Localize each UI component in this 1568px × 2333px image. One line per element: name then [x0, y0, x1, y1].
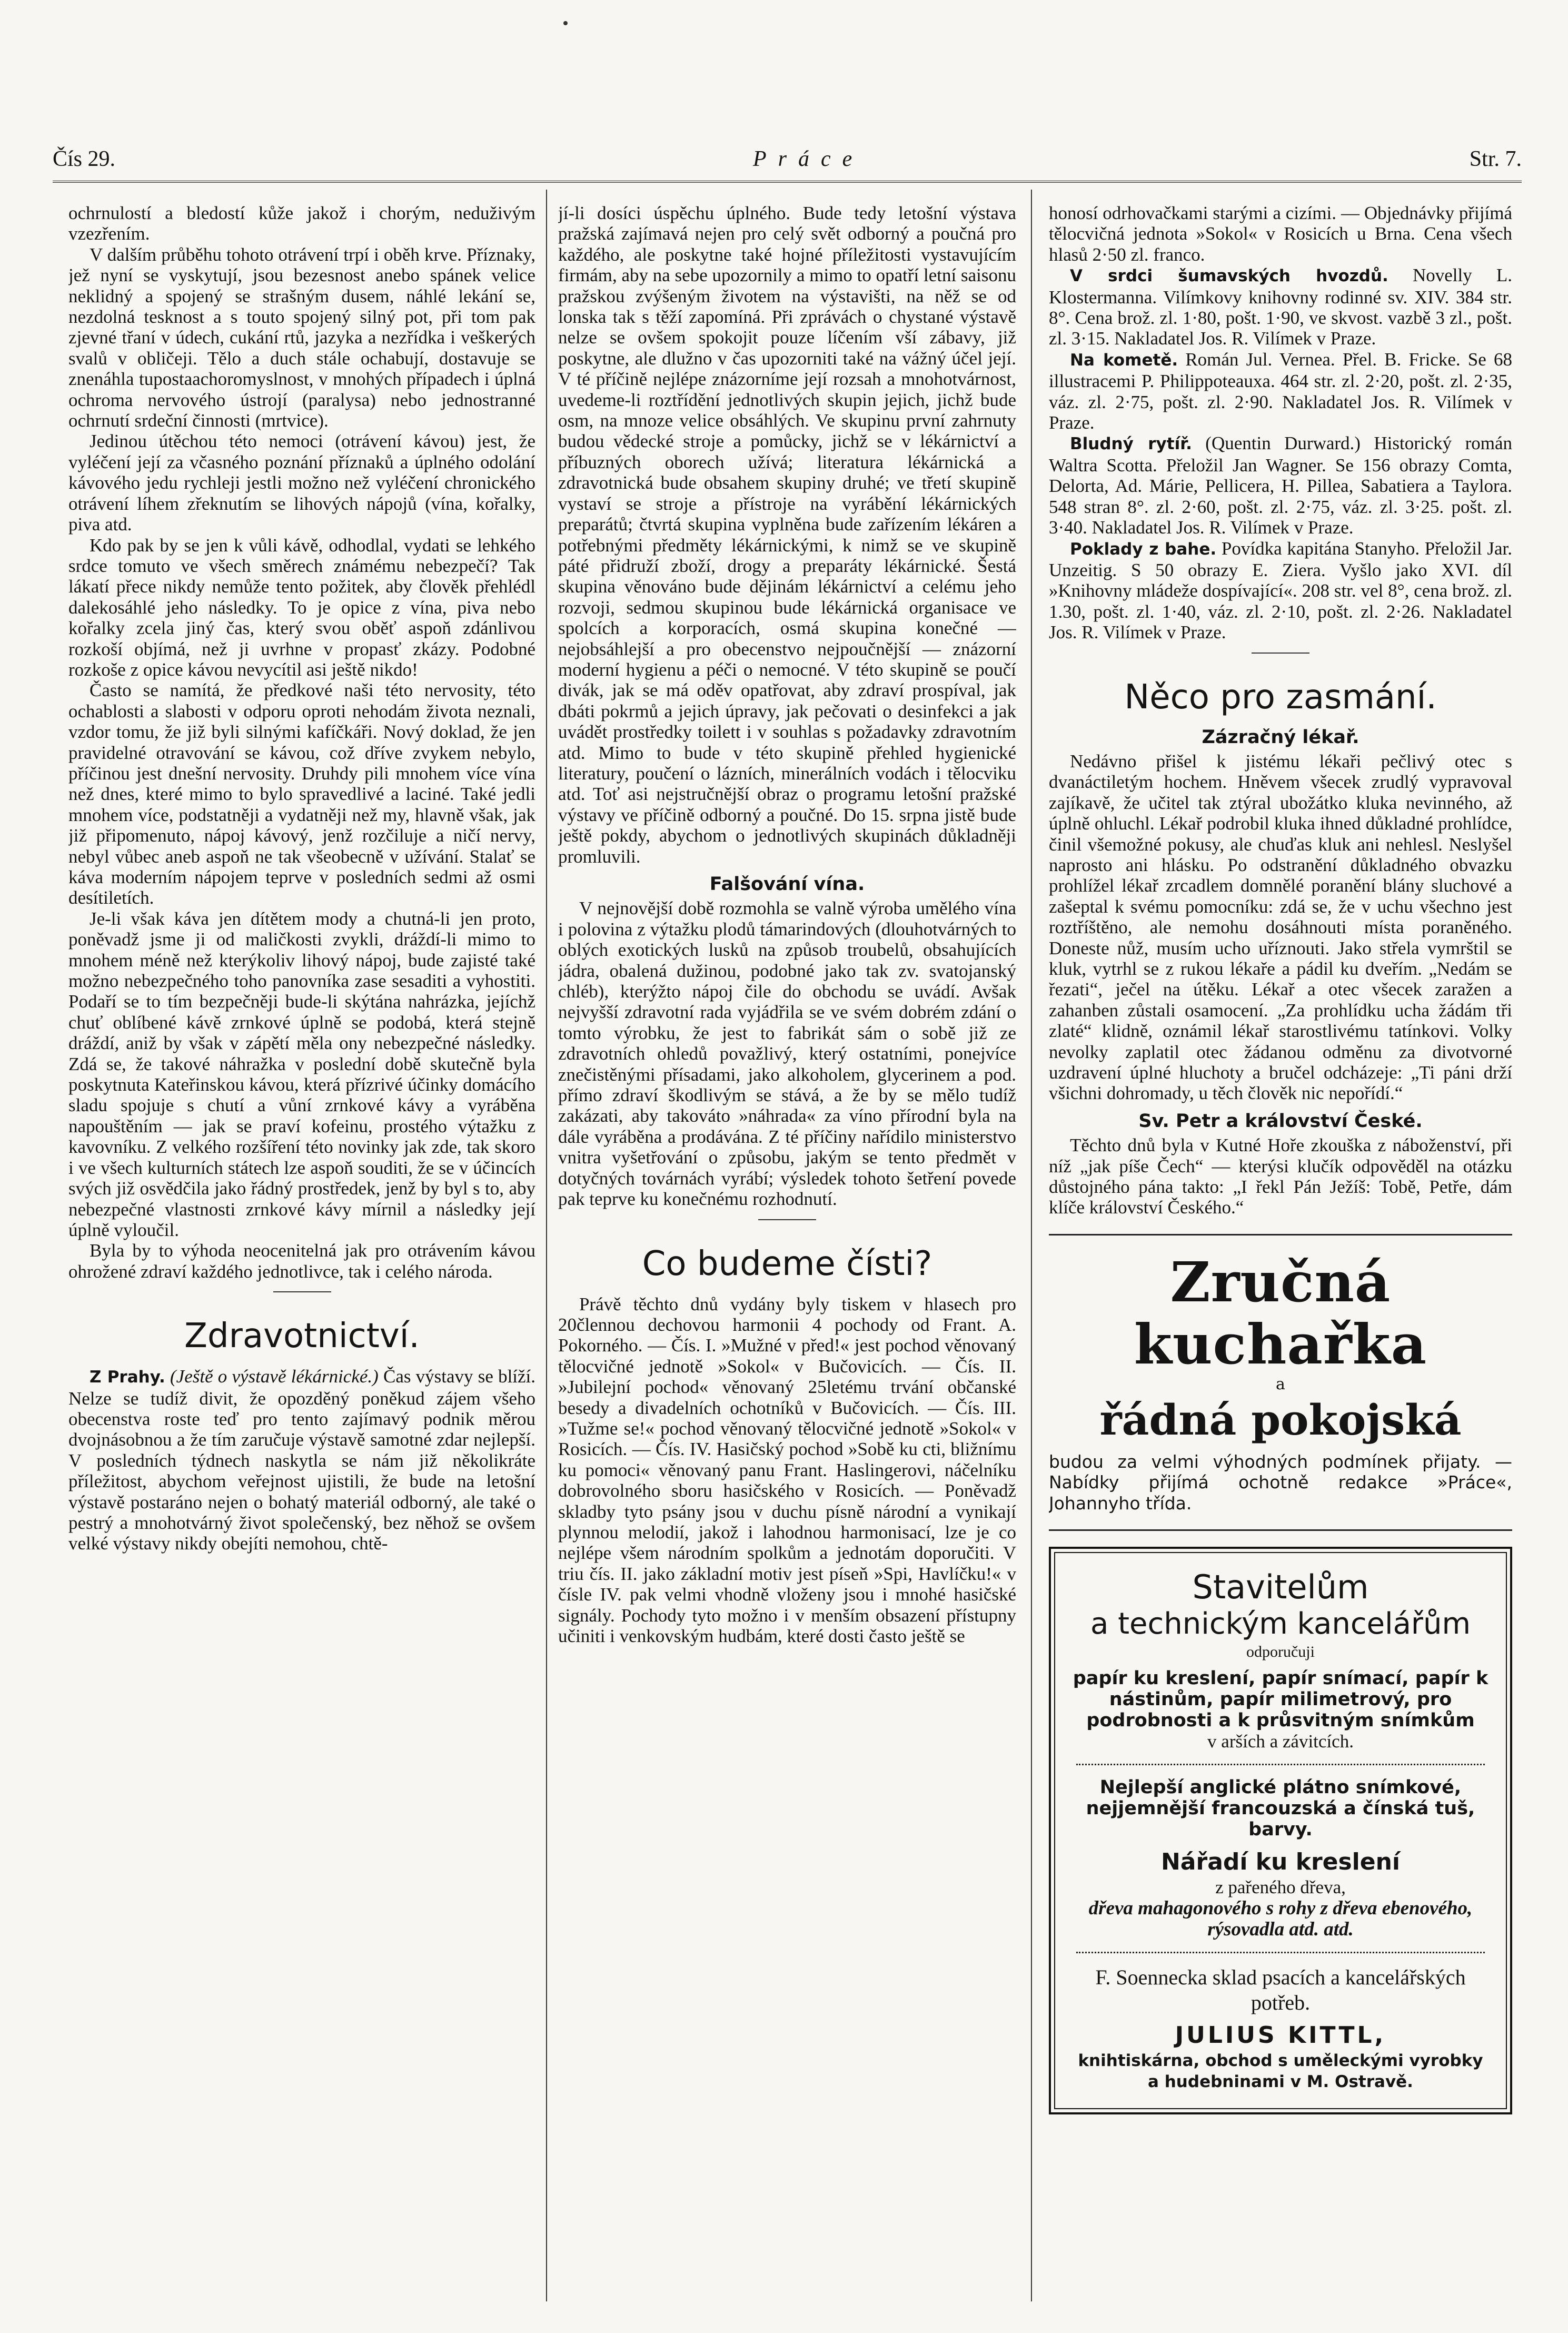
separator [1252, 653, 1309, 654]
column-divider [1031, 190, 1032, 2301]
ad-line: v arších a závitcích. [1207, 1731, 1354, 1752]
paragraph: Byla by to výhoda neocenitelná jak pro otrávením kávou ohrožené zdraví každého jednotlivce, tak i celého národa. [68, 1240, 535, 1282]
ad-headline: Stavitelům [1192, 1568, 1369, 1607]
book-notice [1049, 538, 1512, 643]
ad-headline: Zručná kuchařka [1134, 1249, 1427, 1377]
ad-headline: Nářadí ku kreslení [1160, 1848, 1401, 1876]
advertisement-box [1049, 1547, 1512, 2114]
paragraph: Je-li však káva jen dítětem mody a chutná-li jen proto, poněvadž jsme ji od maličkosti zvykli, dráždí-li mimo to mnohem méně než kterýkoliv lihový nápoj, bude zajisté také možno nebezpečného toho panovníka zase sesaditi a vyhostiti. Podaří se to tím bezpečněji bude-li skýtána nahrázka, jejíchž chuť oblíbené kávě zrnkové úplně se podobá, která stejně dráždí, aniž by však v zápětí měla ony nebezpečné následky. Zdá se, že takové náhražka v poslední době skutečně byla poskytnuta Kateřinskou kávou, která přízrivé účinky domácího sladu spojuje s chutí a vůní zrnkové kávy a vyráběna napouštěním — jak se praví kofeinu, prostého výtažku z kavovníku. Z velkého rozšíření této novinky jak zde, tak skoro i ve všech kulturních státech lze aspoň souditi, že se v účincích svých již osvědčila jako řádný prostředek, jenž by byl s to, aby nebezpečné vlastnosti zrnkové kávy mírnil a následky její úplně vyloučil. [68, 908, 535, 1240]
sub-title: Zázračný lékař. [1202, 726, 1359, 748]
book-notice [1049, 433, 1512, 538]
paragraph: honosí odrhovačkami starými a cizími. — Objednávky přijímá tělocvičná jednota »Sokol« v Rosicích u Brna. Cena všech hlasů 2·50 zl. franco. [1049, 203, 1512, 265]
ad-headline: a technickým kancelářům [1090, 1607, 1471, 1642]
separator [758, 1219, 816, 1220]
paragraph: Jedinou útěchou této nemoci (otrávení kávou) jest, že vyléčení její za včasného poznání příznaků a úplného odolání kávového jedu rychleji jestli možno než vyléčení chronického otrávení líhem zřeknutím se lihových nápojů (vína, kořalky, piva atd. [68, 431, 535, 535]
ad-headline: řádná pokojská [1099, 1395, 1462, 1445]
page-header [53, 146, 1522, 178]
paragraph: jí-li dosíci úspěchu úplného. Bude tedy letošní výstava pražská zajímavá nejen pro celý svět odborný a poučná pro každého, ale poskytne také hojné příležitosti vystavujícím firmám, aby na sebe upozornily a mimo to opatří letní saisonu pražskou zvýšeným životem na výstavišti, na něž se od lonska tak s těží zapomíná. Při zprávách o chystané výstavě nelze se ovšem spokojit pouze líčením vší zábavy, již poskytne, ale dlužno v čas upozorniti také na vážný účel její. V té příčině nejlépe znázorníme její rozsah a mnohotvárnost, uvedeme-li roztřídění jednotlivých skupin jejich, jichž bude osm, na mnoze velice obsáhlých. Ve skupinu první zahrnuty budou vědecké stroje a pomůcky, jichž se v lékárnictví a příbuzných oborech užívá; literatura lékárnická a zdravotnická bude obsahem skupiny druhé; ve třetí skupině vystaví se stroje a přístroje na vyrábění lékárnických preparátů; čtvrtá skupina vyplněna bude zařízením lékáren a potřebnými předměty lékárnickými, k nimž se ve skupině páté přidruží zboží, drogy a preparáty lékárnické. Šestá skupina věnováno bude dějinám lékárnictví a celému jeho rozvoji, sedmou skupinou bude lékárnická organisace ve spolcích a korporacích, osmá skupina konečné — nejobsáhlejší a pro obecenstvo nejpoučnější — znázorní moderní hygienu a péči o nemocné. V této skupině se poučí divák, jak se má oděv opatřovat, aby zdraví prospíval, jak dbáti pokrmů a jejich úpravy, jak pečovati o desinfekci a jak uvádět prostředky toilett i v souhlas s požadavky zdravotním atd. Mimo to bude v této skupině přehled hygienické literatury, poučení o lázních, minerálních vodách i tělocviku atd. Toť asi nejstručnější obraz o programu letošní pražské výstavy ve příčině odborný a poučné. Do 15. srpna jistě bude ještě pokdy, abychom o jednotlivých skupinách důkladněji promluvili. [558, 203, 1016, 867]
section-title: Co budeme čísti? [642, 1244, 932, 1283]
book-title: V srdci šumavských hvozdů. [1070, 266, 1388, 286]
separator [273, 1291, 331, 1292]
book-title: Poklady z bahe. [1070, 539, 1217, 559]
paragraph [68, 1366, 535, 1554]
classified-ad [1049, 1251, 1512, 1446]
dotted-separator [1076, 1952, 1485, 1953]
book-text: Román Jul. Vernea. Přel. B. Fricke. Se 68 illustracemi P. Philippoteauxa. 464 str. zl. 2·20, pošt. zl. 2·35, váz. zl. 2·75, pošt. zl. 2·90. Nakladatel Jos. R. Vilímek v Praze. [1049, 349, 1512, 433]
ad-line: Nejlepší anglické plátno snímkové, nejjemnější francouzská a čínská tuš, barvy. [1086, 1777, 1475, 1841]
paragraph: Často se namítá, že předkové naši této nervosity, této ochablosti a slabosti v odporu oproti nehodám života neznali, vzdor tomu, že již byli silnými kafíčkáři. Nový doklad, že jen pravidelné otravování se kávou, což dříve zvykem nebylo, příčinou jest dnešní nervosity. Druhdy pili mnohem více vína než dnes, které mimo to bylo spravedlivé a laciné. Také jedli mnohem více, podstatněji a vydatněji než my, hlavně však, jak již připomenuto, nápoj kávový, jenž rozčiluje a ničí nervy, nebyl vůbec aneb aspoň ne tak všeobecně v užívání. Stalať se káva moderním nápojem teprve v posledních sedmi až osmi desítiletích. [68, 680, 535, 908]
column-2 [558, 203, 1016, 2301]
dateline: Z Prahy. [90, 1368, 165, 1387]
ad-line: z pařeného dřeva, [1215, 1877, 1346, 1898]
sub-title: Sv. Petr a království České. [1138, 1110, 1423, 1132]
ad-line: dřeva mahagonového s rohy z dřeva ebenového, rýsovadla atd. atd. [1088, 1897, 1473, 1941]
ad-conjunction: a [1276, 1375, 1285, 1393]
paragraph: Těchto dnů byla v Kutné Hoře zkouška z náboženství, při níž „jak píše Čech“ — kterýsi klučík odpověděl na otázku důstojného pána takto: „I řekl Pán Ježíš: Tobě, Petře, dám klíče království Českého.“ [1049, 1135, 1512, 1218]
sub-title: Falšování vína. [709, 874, 865, 895]
book-notice [1049, 265, 1512, 349]
paragraph: V nejnovější době rozmohla se valně výroba umělého vína i polovina z výtažku plodů támarindových (dlouhotvárných to oblých exotických lusků na způsob troubelů, obsahujících jádra, obalená dužinou, podobné jako tak zv. svatojanský chléb), kterýžto nápoj čile do obchodu se uvádí. Avšak nejvyšší zdravotní rada vyjádřila se ve svém dobrém zdání o tomto výrobku, že jest to fabrikát sám o sobě již ze zdravotních ohledů považlivý, který ostatními, ponejvíce znečistěnými přísadami, jako alkoholem, glycerinem a pod. přímo zdraví škodlivým se stává, a že by se mělo tudíž zakázati, aby takováto »náhrada« za víno přírodní byla na dále vyráběna a prodávána. Z té příčiny nařídilo ministerstvo vnitra vyšetřování o způsobu, jakým se tento předmět v dotyčných továrnách vyrábí; výsledek tohoto šetření povede pak teprve ku konečnému rozhodnutí. [558, 898, 1016, 1210]
paragraph: Nedávno přišel k jistému lékaři pečlivý otec s dvanáctiletým hochem. Hněvem všecek zrudlý vypravoval zajíkavě, že učitel tak ztýral ubožátko kluka nevinného, až úplně ohluchl. Lékař podrobil kluka ihned důkladné prohlídce, činil všemožné pokusy, ale chuďas kluk ani nehlesl. Neslyšel naprosto ani hlásku. Po odstranění důkladného obvazku prohlížel lékař zrcadlem domnělé poranění blány sluchové a zašeptal k svému pomocníku: zdá se, že v uchu všechno jest roztříštěno, ale nemohu dosáhnouti místa poraněného. Doneste nůž, musím ucho uříznouti. Jako střela vymrštil se kluk, vytrhl se z rukou lékaře a pádil ku dveřím. „Nedám se řezati“, ječel na útěku. Lékař a otec všecek zaražen a zahanben zůstali osamocení. „Za prohlídku ucha žádám tři zlaté“ klidně, oznámil lékař starostlivému tatínkovi. Volky nevolky zaplatil otec žádanou odměnu za divotvorné uzdravení úplné hluchoty a bručel odcházeje: „Ti páni drží všichni dohromady, u těch člověk nic nepořídí.“ [1049, 750, 1512, 1104]
ad-rule [1049, 1234, 1512, 1235]
column-divider [546, 190, 547, 2301]
dotted-separator [1076, 1764, 1485, 1765]
book-text: (Quentin Durward.) Historický román Waltra Scotta. Přeložil Jan Wagner. Se 156 obrazy Comta, Delorta, Ad. Márie, Pellicera, H. Pillea, Sabatiera a Taylora. 548 stran 8°. zl. 2·60, pošt. zl. 2·75, váz. zl. 3·25. pošt. zl. 3·40. Nakladatel Jos. R. Vilímek v Praze. [1049, 433, 1512, 538]
ad-line: F. Soennecka sklad psacích a kancelářských potřeb. [1095, 1965, 1466, 2015]
paragraph-text: Čas výstavy se blíží. Nelze se tudíž divit, že opozděný poněkud zájem všeho obecenstva roste teď pro tento zajímavý podnik měrou dvojnásobnou a že tím zaručuje výstavě samotné zdar nejlepší. V posledních týdnech naskytla se nám již několikráte příležitost, abychom veřejnost ujistili, že bude na letošní výstavě postaráno nejen o bohatý materiál odborný, ale také o pestrý a mnohotvárný život společenský, bez něhož se ovšem velké výstavy nikdy obejíti nemohou, chtě- [68, 1366, 535, 1554]
paragraph: Právě těchto dnů vydány byly tiskem v hlasech pro 20člennou dechovou harmonii 4 pochody od Frant. A. Pokorného. — Čís. I. »Mužné v před!« jest pochod věnovaný tělocvičné jednotě »Sokol« v Bučovicích. — Čís. II. »Jubilejní pochod« věnovaný 25letému trvání občanské besedy a divadelních ochotníků v Bučovicích. — Čís. III. »Tužme se!« pochod věnovaný tělocvičné jednotě »Sokol« v Rosicích. — Čís. IV. Hasičský pochod »Sobě ku cti, bližnímu ku pomoci« věnovaný panu Frant. Haslingerovi, náčelníku dobrovolného sboru hasičského v Rosicích. — Poněvadž skladby tyto psány jsou v duchu písně národní a vynikají plynnou melodií, jakož i lahodnou harmonisací, lze je co nejlépe všem národním spolkům a jednotám doporučiti. V triu čís. II. jako základní motiv jest píseň »Spi, Havlíčku!« v čísle IV. pak velmi vhodně vloženy jsou i mnohé hasičské signály. Pochody tyto možno i v menším obsazení přístupny učiniti i venkovským hudbám, které dosti často ještě se [558, 1293, 1016, 1646]
ad-line: papír ku kreslení, papír snímací, papír k nástinům, papír milimetrový, pro podrobnosti a k průsvitným snímkům [1073, 1668, 1488, 1732]
section-title: Zdravotnictví. [184, 1317, 420, 1356]
ink-dot [563, 21, 568, 25]
paragraph: ochrnulostí a bledostí kůže jakož i chorým, neduživým vzezřením. [68, 203, 535, 244]
issue-number: Čís 29. [53, 147, 116, 171]
paragraph: V dalším průběhu tohoto otrávení trpí i oběh krve. Příznaky, jež nyní se vyskytují, jsou bezesnost anebo spánek velice neklidný a spojený se strašným dusem, náhlé lekání se, nezdolná tesknost a s touto spojený silný pot, při tom pak zjevné třaní v údech, cukání rtů, jazyka a nezřídka i veškerých svalů v obličeji. Tělo a duch stále ochabují, dostavuje se znenáhla tupostaachoromyslnost, v mnohých případech i úplná ochromа nervového ústrojí (paralysa) nebo jednostranné ochrnutí srdeční činnosti (mrtvice). [68, 244, 535, 431]
page-number: Str. 7. [1469, 147, 1522, 171]
article-subtitle: (Ještě o výstavě lékárnické.) [170, 1366, 379, 1387]
column-1 [68, 203, 535, 2301]
book-notice [1049, 349, 1512, 433]
ad-rule [1049, 1529, 1512, 1531]
book-text: Novelly L. Klostermanna. Vilímkovy knihovny rodinné sv. XIV. 384 str. 8°. Cena brož. zl. 1·80, pošt. 1·90, ve skvost. vazbě 3 zl., pošt. zl. 3·15. Nakladatel Jos. R. Vilímek v Praze. [1049, 265, 1512, 349]
ad-line: knihtiskárna, obchod s uměleckými vyrobky a hudebninami v M. Ostravě. [1078, 2051, 1483, 2092]
book-title: Bludný rytíř. [1070, 434, 1192, 454]
ad-line: odporučuji [1246, 1643, 1315, 1661]
ad-signature: JULIUS KITTL, [1175, 2022, 1386, 2049]
book-text: Povídka kapitána Stanyho. Přeložil Jar. Unzeitig. S 50 obrazy E. Ziera. Vyšlo jako XVI. díl »Knihovny mládeže dospívající«. 208 str. vel 8°, cena brož. zl. 1.30, pošt. zl. 1·40, váz. zl. 2·10, pošt. zl. 2·26. Nakladatel Jos. R. Vilímek v Praze. [1049, 538, 1512, 643]
ad-text: budou za velmi výhodných podmínek přijaty. — Nabídky přijímá ochotně redakce »Práce«, Johannyho třída. [1049, 1451, 1512, 1514]
book-title: Na kometě. [1070, 350, 1178, 370]
section-title: Něco pro zasmání. [1124, 677, 1437, 717]
header-rule [53, 181, 1522, 183]
paragraph: Kdo pak by se jen k vůli kávě, odhodlal, vydati se lehkého srdce tomuto ve všech směrech známému nebezpečí? Tak lákatí přece nikdy nemůže tento požitek, aby člověk přehlédl dalekosáhlé jeho následky. To je opice z vína, piva nebo kořalky zcela jiný čas, který svou oběť aspoň zdánlivou rozkoší objímá, než ji uvrhne v propasť zkázy. Podobné rozkoše z opice kávou nevycítil asi ještě nikdo! [68, 535, 535, 680]
column-3 [1049, 203, 1512, 2301]
masthead-title: Práce [753, 147, 864, 171]
advertisement-content [1054, 1552, 1507, 2109]
